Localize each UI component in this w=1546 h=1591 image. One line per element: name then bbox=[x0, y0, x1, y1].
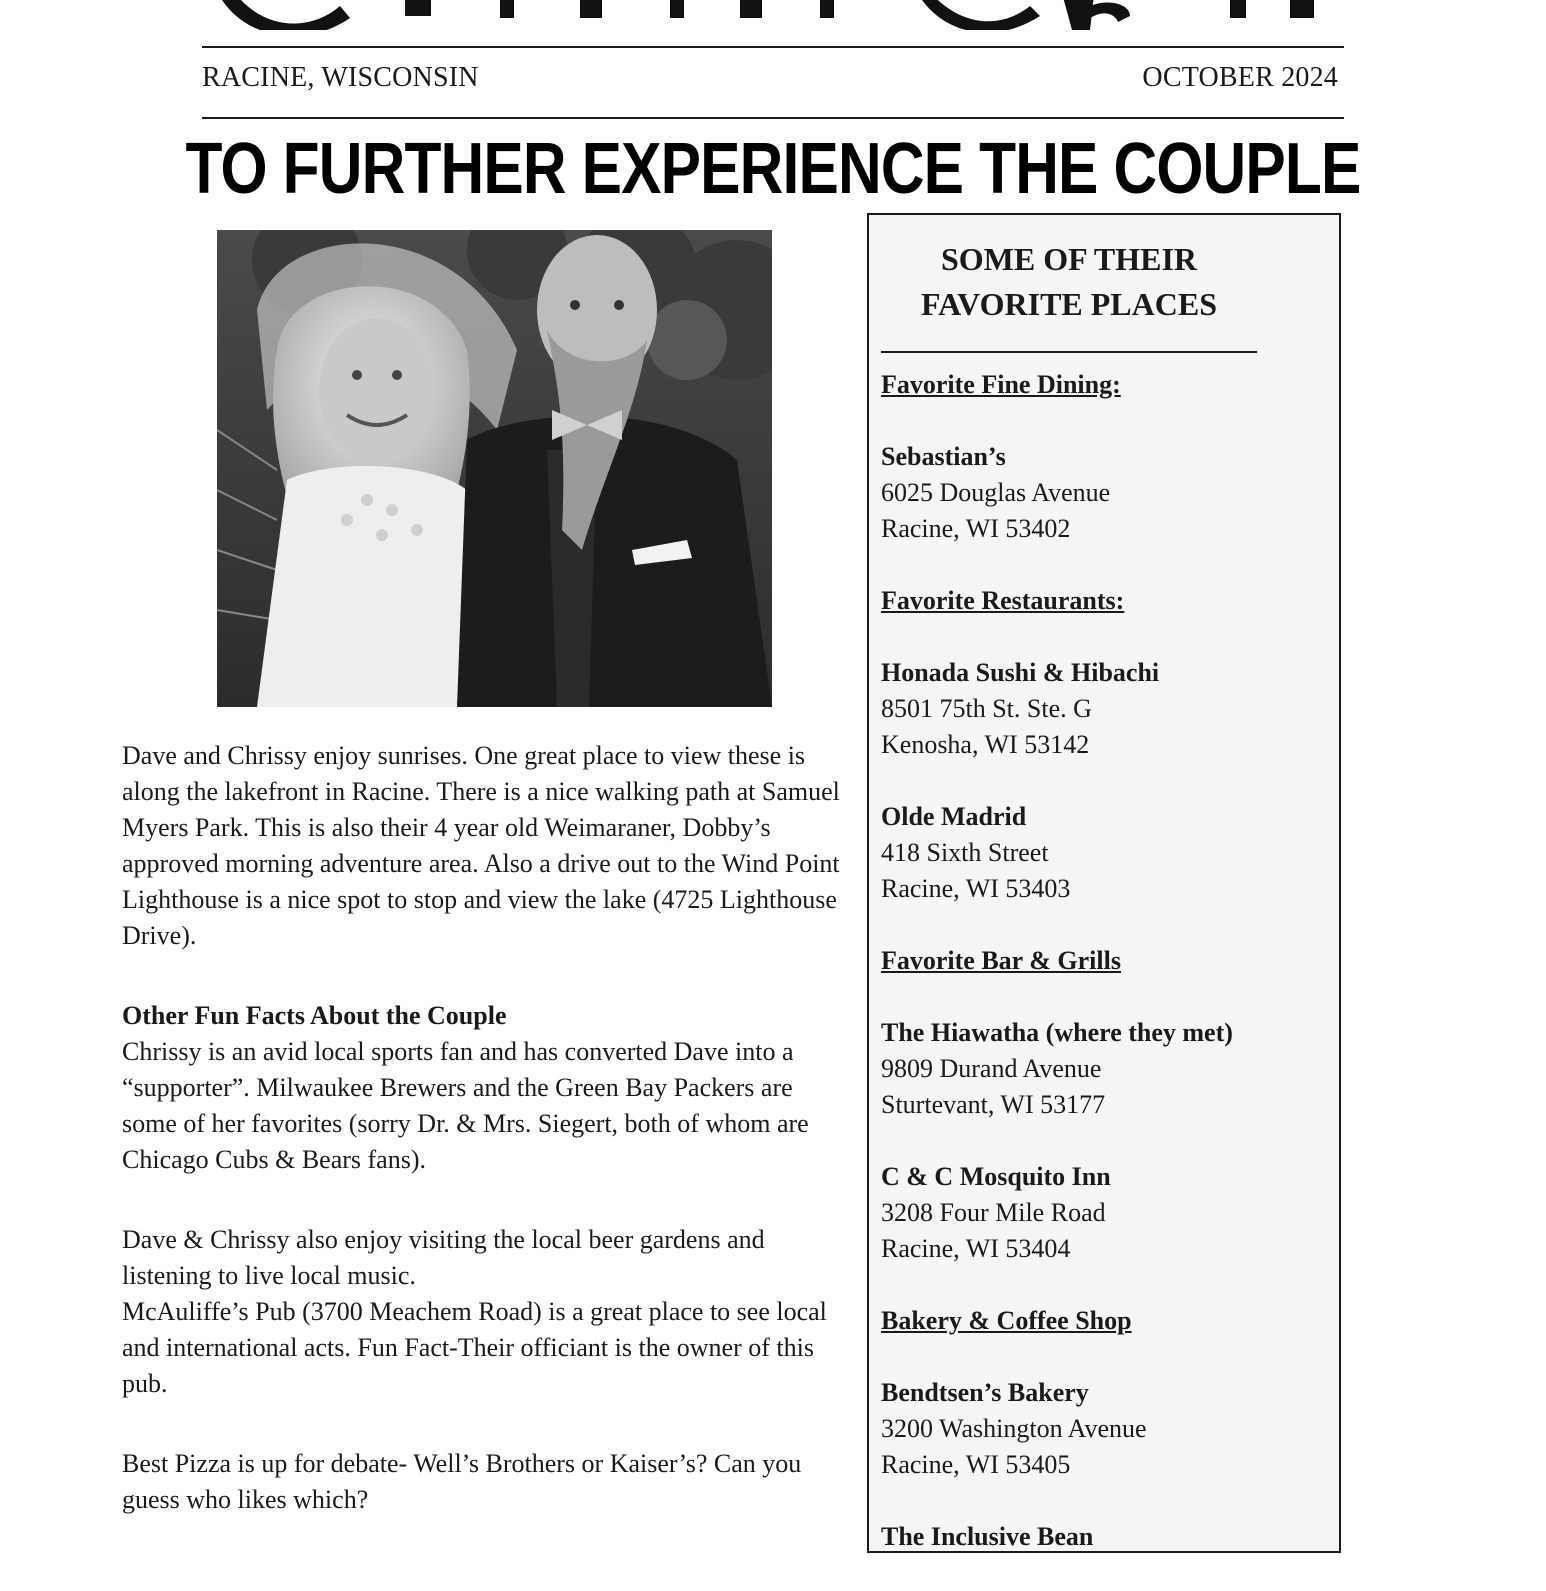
masthead-top-rule bbox=[202, 46, 1344, 48]
place-olde-madrid bbox=[881, 799, 1331, 907]
article-paragraph-sports: Chrissy is an avid local sports fan and has converted Dave into a “supporter”. Milwaukee Brewers and the Green Bay Packers are some of her favorites (sorry Dr. & Mrs. Siegert, both of whom are Chicago Cubs & Bears fans). bbox=[122, 1037, 809, 1174]
place-city: Kenosha, WI 53142 bbox=[881, 730, 1090, 759]
place-hiawatha bbox=[881, 1015, 1331, 1123]
category-fine-dining: Favorite Fine Dining: bbox=[881, 370, 1121, 399]
place-name: C & C Mosquito Inn bbox=[881, 1162, 1111, 1191]
couple-photo-image bbox=[217, 230, 772, 707]
place-street: 3200 Washington Avenue bbox=[881, 1414, 1147, 1443]
sidebar-list bbox=[881, 367, 1331, 1591]
article-paragraph-pizza: Best Pizza is up for debate- Well’s Brothers or Kaiser’s? Can you guess who likes which? bbox=[122, 1449, 802, 1514]
favorite-places-sidebar bbox=[867, 213, 1341, 1553]
sidebar-divider bbox=[881, 351, 1257, 353]
category-bakery-coffee: Bakery & Coffee Shop bbox=[881, 1306, 1132, 1335]
sidebar-title-line-2: FAVORITE PLACES bbox=[920, 286, 1217, 322]
dateline-location: RACINE, WISCONSIN bbox=[202, 62, 479, 93]
place-street: 6025 Douglas Avenue bbox=[881, 478, 1111, 507]
place-name: Honada Sushi & Hibachi bbox=[881, 658, 1160, 687]
article-paragraph-beer-gardens: Dave & Chrissy also enjoy visiting the local beer gardens and listening to live local music. bbox=[122, 1225, 765, 1290]
article-subhead-fun-facts: Other Fun Facts About the Couple bbox=[122, 1001, 507, 1030]
place-street: 3208 Four Mile Road bbox=[881, 1198, 1106, 1227]
place-city: Racine, WI 53404 bbox=[881, 1234, 1071, 1263]
article-body bbox=[122, 738, 852, 1518]
dateline-date: OCTOBER 2024 bbox=[1142, 62, 1338, 93]
masthead-bottom-rule bbox=[202, 117, 1344, 119]
place-city: Sturtevant, WI 53177 bbox=[881, 1090, 1106, 1119]
place-street: 9809 Durand Avenue bbox=[881, 1054, 1102, 1083]
place-name: The Hiawatha (where they met) bbox=[881, 1018, 1233, 1047]
place-bendtsens-bakery bbox=[881, 1375, 1331, 1483]
place-mosquito-inn bbox=[881, 1159, 1331, 1267]
place-name: Bendtsen’s Bakery bbox=[881, 1378, 1089, 1407]
place-honada-sushi bbox=[881, 655, 1331, 763]
place-street: 8501 75th St. Ste. G bbox=[881, 694, 1092, 723]
category-bar-grills: Favorite Bar & Grills bbox=[881, 946, 1121, 975]
place-name: The Inclusive Bean bbox=[881, 1522, 1094, 1551]
couple-photo bbox=[217, 230, 772, 707]
place-city: Racine, WI 53403 bbox=[881, 874, 1071, 903]
masthead-blackletter-art bbox=[200, 0, 1346, 30]
place-city: Racine, WI 53405 bbox=[881, 1450, 1071, 1479]
place-name: Olde Madrid bbox=[881, 802, 1027, 831]
category-restaurants: Favorite Restaurants: bbox=[881, 586, 1125, 615]
masthead-nameplate bbox=[200, 0, 1346, 30]
article-paragraph-mcauliffes: McAuliffe’s Pub (3700 Meachem Road) is a great place to see local and international acts. Fun Fact-Their officiant is the owner of this pub. bbox=[122, 1297, 827, 1398]
place-sebastians bbox=[881, 439, 1331, 547]
place-name: Sebastian’s bbox=[881, 442, 1006, 471]
place-inclusive-bean bbox=[881, 1519, 1331, 1555]
sidebar-title bbox=[881, 237, 1257, 327]
article-paragraph-sunrises: Dave and Chrissy enjoy sunrises. One great place to view these is along the lakefront in Racine. There is a nice walking path at Samuel Myers Park. This is also their 4 year old Weimaraner, Dobby’s approved morning adventure area. Also a drive out to the Wind Point Lighthouse is a nice spot to stop and view the lake (4725 Lighthouse Drive). bbox=[122, 741, 840, 950]
page-headline: TO FURTHER EXPERIENCE THE COUPLE bbox=[185, 129, 1361, 209]
place-city: Racine, WI 53402 bbox=[881, 514, 1071, 543]
sidebar-title-line-1: SOME OF THEIR bbox=[940, 241, 1198, 277]
place-street: 418 Sixth Street bbox=[881, 838, 1049, 867]
